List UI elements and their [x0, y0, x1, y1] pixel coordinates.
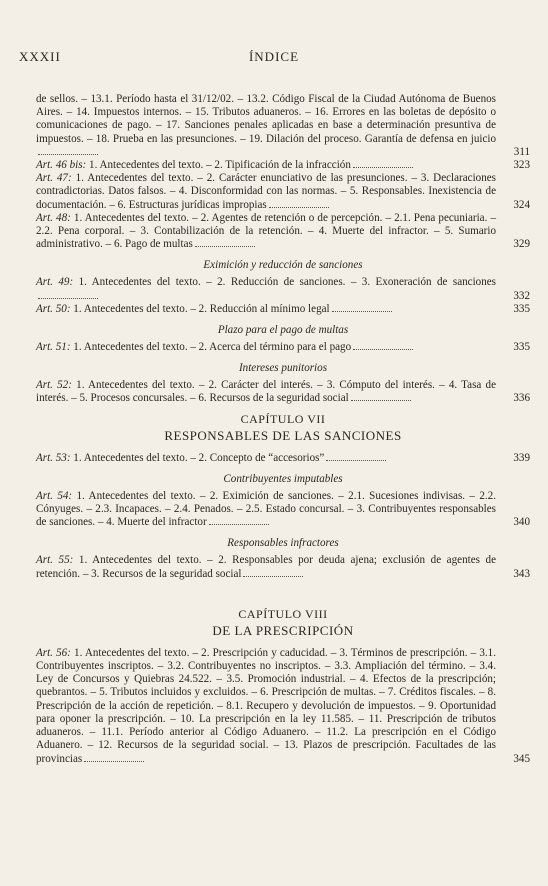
dot-leader [351, 397, 411, 401]
page-ref: 324 [513, 198, 530, 211]
index-entry [36, 93, 530, 159]
page-ref: 343 [513, 567, 530, 580]
article-label: Art. 56: [36, 646, 71, 659]
section-subheading: Intereses punitorios [238, 362, 328, 375]
dot-leader [84, 758, 144, 762]
page-ref: 323 [513, 159, 530, 172]
entry-text: 1. Antecedentes del texto. – 2. Prescripción y caducidad. – 3. Términos de prescripción. – 3.1. Contribuyentes inscriptos. – 3.2. Contribuyentes no inscriptos. – 3.3. Ampliación del término. – 3.4. Ley de Concursos y Quiebras 24.522. – 3.5. Promoción industrial. – 4. Efectos de la prescripción; quebrantos. – 5. Tributos incluidos y excluidos. – 6. Prescripción de multas. – 7. Créditos fiscales. – 8. Prescripción de la acción de repetición. – 8.1. Recupero y devolución de impuestos. – 9. Oportunidad para oponer la prescripción. – 10. La prescripción en la ley 11.585. – 11. Prescripción de tributos aduaneros. – 11.1. Período anterior al Código Aduanero. – 11.2. La prescripción en el Código Aduanero. – 12. Recursos de la seguridad social. – 13. Plazos de prescripción. Facultades de las provincias [36, 646, 497, 765]
section-subheading: Responsables infractores [227, 537, 339, 550]
dot-leader [38, 295, 98, 299]
index-entry [36, 303, 530, 316]
dot-leader [209, 521, 269, 525]
dot-leader [326, 457, 386, 461]
entry-text: 1. Antecedentes del texto. – 2. Acerca del término para el pago [73, 341, 352, 354]
entry-text: 1. Antecedentes del texto. – 2. Carácter del interés. – 3. Cómputo del interés. – 4. Tasa de interés. – 5. Procesos concursales. – 6. Recursos de la seguridad social [36, 379, 497, 405]
index-entry [36, 554, 530, 580]
article-label: Art. 49: [36, 276, 74, 289]
page-ref: 332 [513, 289, 530, 302]
index-entry [36, 172, 530, 212]
entry-text: de sellos. – 13.1. Período hasta el 31/12/02. – 13.2. Código Fiscal de la Ciudad Autónoma de Buenos Aires. – 14. Impuestos internos. – 15. Tributos aduaneros. – 16. Errores en las boletas de depósito o comunicaciones de pago. – 17. Sanciones penales aplicadas en base a determinación presuntiva de impuestos. – 18. Prueba en las presunciones. – 19. Dilación del proceso. Garantía de defensa en juicio [36, 93, 496, 145]
entry-text: 1. Antecedentes del texto. – 2. Concepto de “accesorios” [73, 451, 325, 464]
index-entry [36, 647, 530, 766]
entry-text: 1. Antecedentes del texto. – 2. Eximición de sanciones. – 2.1. Sucesiones indivisas. – 2.2. Cónyuges. – 2.3. Incapaces. – 2.4. Penados. – 2.5. Estado concursal. – 3. Contribuyentes responsables de sanciones. – 4. Muerte del infractor [36, 489, 496, 529]
chapter-label: CAPÍTULO VIII [238, 606, 328, 621]
article-label: Art. 48: [36, 211, 71, 224]
index-entry [36, 276, 530, 302]
dot-leader [332, 308, 392, 312]
entry-text: 1. Antecedentes del texto. – 2. Tipificación de la infracción [89, 159, 351, 172]
article-label: Art. 46 bis: [36, 159, 87, 172]
dot-leader [38, 151, 98, 155]
article-label: Art. 54: [36, 489, 73, 502]
page-header [0, 49, 548, 69]
article-label: Art. 51: [36, 341, 71, 354]
dot-leader [195, 243, 255, 247]
entry-text: 1. Antecedentes del texto. – 2. Reducción de sanciones. – 3. Exoneración de sanciones [78, 276, 497, 289]
index-content [36, 93, 530, 766]
index-entry [36, 212, 530, 252]
page-ref: 336 [513, 392, 530, 405]
section-subheading: Contribuyentes imputables [223, 472, 343, 485]
page-ref: 335 [513, 302, 530, 315]
index-entry [36, 379, 530, 405]
index-entry [36, 341, 530, 354]
dot-leader [269, 204, 329, 208]
page-ref: 345 [513, 752, 530, 765]
index-entry [36, 159, 530, 172]
dot-leader [353, 346, 413, 350]
entry-text: 1. Antecedentes del texto. – 2. Responsables por deuda ajena; exclusión de agentes de retención. – 3. Recursos de la seguridad social [36, 554, 496, 580]
dot-leader [243, 573, 303, 577]
article-label: Art. 52: [36, 379, 72, 392]
entry-text: 1. Antecedentes del texto. – 2. Agentes de retención o de percepción. – 2.1. Pena pecuniaria. – 2.2. Pena corporal. – 3. Contabilización de la retención. – 4. Muerte del infractor. – 5. Sumario administrativo. – 6. Pago de multas [36, 211, 496, 251]
entry-text: 1. Antecedentes del texto. – 2. Reducción al mínimo legal [73, 302, 330, 315]
chapter-label: CAPÍTULO VII [240, 411, 326, 426]
page-ref: 311 [513, 145, 530, 158]
page-ref: 340 [513, 516, 530, 529]
index-entry [36, 490, 530, 530]
index-entry [36, 452, 530, 465]
article-label: Art. 55: [36, 554, 74, 567]
entry-text: 1. Antecedentes del texto. – 2. Carácter enunciativo de las presunciones. – 3. Declaraciones contradictorias. Datos falsos. – 4. Disconformidad con las normas. – 5. Responsables. Inexistencia de documentación. – 6. Estructuras jurídicas impropias [36, 172, 497, 211]
article-label: Art. 50: [36, 302, 71, 315]
dot-leader [353, 164, 413, 168]
page-ref: 329 [513, 238, 530, 251]
chapter-title: DE LA PRESCRIPCIÓN [212, 622, 354, 638]
article-label: Art. 47: [36, 172, 72, 185]
page-title: ÍNDICE [248, 49, 300, 64]
section-subheading: Eximición y reducción de sanciones [203, 259, 363, 272]
section-subheading: Plazo para el pago de multas [217, 324, 349, 337]
page-ref: 339 [513, 451, 530, 464]
page-number: XXXII [19, 49, 61, 64]
page-ref: 335 [513, 341, 530, 354]
chapter-title: RESPONSABLES DE LAS SANCIONES [164, 427, 402, 443]
article-label: Art. 53: [36, 451, 71, 464]
